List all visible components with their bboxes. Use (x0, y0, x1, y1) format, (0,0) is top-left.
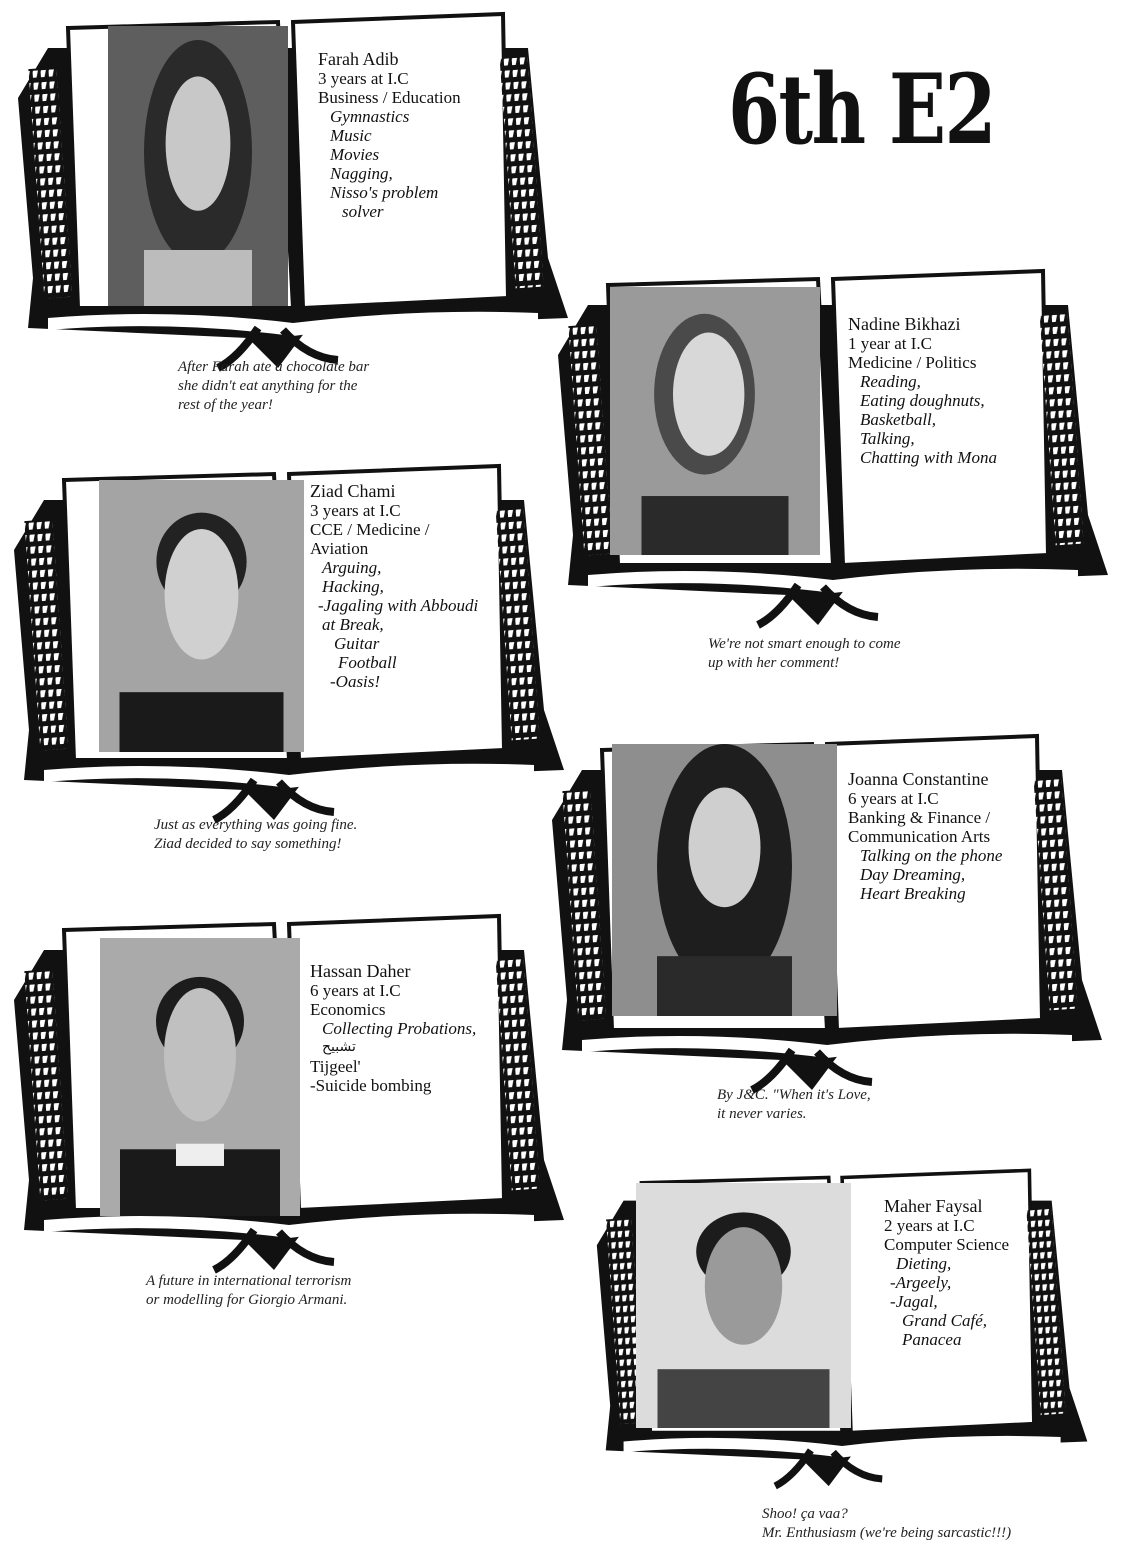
student-photo (100, 938, 300, 1216)
page-title: 6th E2 (728, 53, 996, 166)
caption-line: After Farah ate a chocolate bar (178, 359, 370, 375)
hobby: Panacea (902, 1330, 962, 1349)
student-name: Hassan Daher (310, 961, 411, 981)
hobby: Basketball, (860, 410, 937, 429)
major: Communication Arts (848, 827, 991, 846)
hobby: Talking on the phone (860, 846, 1003, 865)
hobby: Tijgeel' (310, 1057, 361, 1076)
hobby: Dieting, (896, 1254, 952, 1273)
caption-line: rest of the year! (178, 397, 273, 413)
major: Aviation (310, 539, 369, 558)
student-entry (542, 730, 1132, 1130)
major: Banking & Finance / (848, 808, 991, 827)
student-name: Nadine Bikhazi (848, 314, 961, 334)
hobby: Arguing, (322, 558, 382, 577)
student-entry (4, 460, 594, 880)
student-photo (108, 26, 288, 306)
student-photo (610, 287, 820, 555)
hobby: -Argeely, (890, 1273, 952, 1292)
student-name: Joanna Constantine (848, 769, 989, 789)
hobby: at Break, (322, 615, 384, 634)
hobby: -Suicide bombing (310, 1076, 432, 1095)
caption-line: Just as everything was going fine. (154, 817, 358, 833)
student-photo (636, 1183, 851, 1428)
hobby: Movies (330, 145, 380, 164)
years-at-school: 6 years at I.C (848, 789, 939, 808)
hobby: Nagging, (330, 164, 393, 183)
student-entry (566, 1165, 1136, 1545)
major: Business / Education (318, 88, 461, 107)
hobby: Eating doughnuts, (860, 391, 985, 410)
hobby: Chatting with Mona (860, 448, 997, 467)
years-at-school: 6 years at I.C (310, 981, 401, 1000)
student-name: Ziad Chami (310, 481, 396, 501)
years-at-school: 3 years at I.C (318, 69, 409, 88)
student-entry (548, 265, 1138, 685)
hobby: Nisso's problem (330, 183, 439, 202)
student-photo (99, 480, 304, 752)
student-name: Maher Faysal (884, 1196, 983, 1216)
hobby: solver (342, 202, 384, 221)
hobby: تشبيح (322, 1039, 356, 1055)
caption-line: Mr. Enthusiasm (we're being sarcastic!!!) (762, 1525, 1012, 1541)
caption-line: Shoo! ça vaa? (762, 1506, 848, 1522)
hobby: Hacking, (322, 577, 384, 596)
student-photo (612, 744, 837, 1016)
caption-line: she didn't eat anything for the (178, 378, 358, 394)
major: Medicine / Politics (848, 353, 977, 372)
major: Economics (310, 1000, 386, 1019)
years-at-school: 2 years at I.C (884, 1216, 975, 1235)
caption-line: We're not smart enough to come (708, 636, 901, 652)
hobby: -Jagal, (890, 1292, 938, 1311)
hobby: Football (338, 653, 397, 672)
hobby: Gymnastics (330, 107, 410, 126)
student-name: Farah Adib (318, 49, 399, 69)
caption-line: By J&C. "When it's Love, (717, 1087, 871, 1103)
student-entry (4, 910, 594, 1330)
caption-line: or modelling for Giorgio Armani. (146, 1292, 348, 1308)
hobby: Heart Breaking (860, 884, 966, 903)
caption-line: it never varies. (717, 1106, 807, 1122)
open-book-illustration (8, 8, 598, 378)
hobby: -Jagaling with Abboudi (318, 596, 479, 615)
major: CCE / Medicine / (310, 520, 430, 539)
hobby: Grand Café, (902, 1311, 987, 1330)
major: Computer Science (884, 1235, 1010, 1254)
hobby: Day Dreaming, (860, 865, 966, 884)
years-at-school: 1 year at I.C (848, 334, 933, 353)
hobby: Guitar (334, 634, 380, 653)
caption-line: Ziad decided to say something! (154, 836, 342, 852)
caption-line: A future in international terrorism (146, 1273, 352, 1289)
hobby: Collecting Probations, (322, 1019, 477, 1038)
years-at-school: 3 years at I.C (310, 501, 401, 520)
hobby: -Oasis! (330, 672, 381, 691)
hobby: Music (330, 126, 372, 145)
student-entry (8, 8, 598, 428)
hobby: Talking, (860, 429, 915, 448)
caption-line: up with her comment! (708, 655, 840, 671)
hobby: Reading, (860, 372, 921, 391)
